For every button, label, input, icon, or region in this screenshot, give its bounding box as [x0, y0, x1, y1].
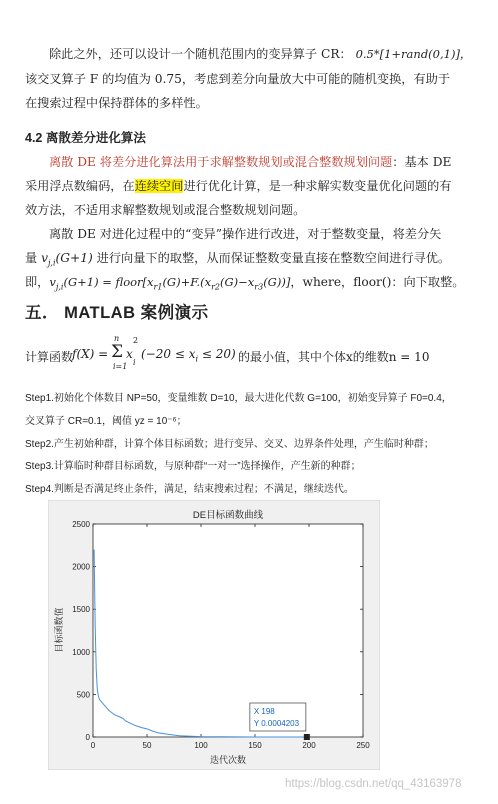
step4: Step4.判断是否满足终止条件，满足，结束搜索过程；不满足，继续迭代。	[25, 484, 354, 495]
para1-line3: 在搜索过程中保持群体的多样性。	[25, 96, 208, 110]
para2-line2	[25, 174, 452, 198]
x-tick-label: 50	[142, 741, 152, 750]
para3-line3-post: ，where，floor()：向下取整。	[290, 275, 465, 289]
para2-line2-pre: 采用浮点数编码，在	[25, 179, 135, 193]
datatip-y: Y 0.0004203	[253, 719, 300, 728]
x-tick-label: 0	[90, 741, 96, 750]
para3-line1: 离散 DE 对进化过程中的“变异”操作进行改进，对于整数变量，将差分矢	[49, 227, 442, 241]
objective-prefix: 计算函数	[25, 350, 74, 364]
datatip-marker[interactable]	[304, 734, 310, 740]
section-4-2-heading: 4.2 离散差分进化算法	[25, 131, 146, 145]
para2-line1-rest: ：基本 DE	[392, 155, 452, 169]
de-objective-chart	[48, 500, 380, 770]
para2-line2-post: 进行优化计算，是一种求解实数变量优化问题的有	[183, 179, 452, 193]
x-tick-label: 100	[194, 741, 208, 750]
chart-title: DE目标函数曲线	[192, 510, 264, 521]
y-tick-label: 500	[76, 690, 90, 700]
highlighted-term: 连续空间	[134, 179, 184, 193]
para2-line1	[49, 150, 451, 174]
para1-line2: 该交叉算子 F 的均值为 0.75，考虑到差分向量放大中可能的随机变换，有助于	[25, 72, 451, 86]
step3: Step3.计算临时种群目标函数，与原种群“一对一”选择操作，产生新的种群；	[25, 461, 361, 472]
step2: Step2.产生初始种群，计算个体目标函数；进行变异、交叉、边界条件处理，产生临时种群；	[25, 439, 434, 450]
y-tick-label: 0	[85, 733, 90, 742]
step1-line2: 交叉算子 CR=0.1，阈值 yz = 10⁻⁶；	[25, 416, 187, 427]
para1-line1	[49, 42, 471, 66]
x-tick-label: 250	[356, 741, 370, 750]
para3-line3-pre: 即，	[25, 275, 50, 289]
para2-red-text: 离散 DE 将差分进化算法用于求解整数规划或混合整数规划问题	[49, 155, 393, 169]
x-tick-label: 200	[302, 741, 316, 750]
x-tick-label: 150	[248, 741, 262, 750]
y-tick-label: 2500	[72, 520, 90, 529]
y-tick-label: 1500	[72, 605, 90, 615]
datatip-x: X 198	[253, 707, 275, 716]
chart-xlabel: 迭代次数	[209, 755, 247, 765]
step1-line1: Step1.初始化个体数目 NP=50，变量维数 D=10，最大进化代数 G=100，初始变异算子 F0=0.4，	[25, 393, 452, 404]
cr-formula: 0.5*[1+rand(0,1)]，	[355, 47, 472, 61]
section-5-heading: 五． MATLAB 案例演示	[25, 304, 209, 322]
para3-line3: 即，$v_{j,i}(G+1)$ = $floor[x_{r1}(G)+F.(x_{r2}(G)-x_{r3}(G))]$，where，floor()：向下取整。	[25, 275, 465, 292]
chart-ylabel: 目标函数值	[54, 607, 64, 653]
para3-line2: 量 $v_{j,i}(G+1)$ 进行向量下的取整，从而保证整数变量直接在整数空间进行寻优。	[25, 251, 451, 268]
watermark: https://blog.csdn.net/qq_43163978	[285, 778, 462, 790]
y-tick-label: 2000	[72, 562, 90, 572]
para1-line1-text: 除此之外，还可以设计一个随机范围内的变异算子 CR：	[49, 47, 352, 61]
objective-suffix: 的最小值，其中个体x的维数n = 10	[238, 350, 430, 364]
para2-line3: 效方法，不适用求解整数规划或混合整数规划问题。	[25, 203, 306, 217]
chart-plot-area	[93, 524, 363, 737]
para3-line2-text: 进行向量下的取整，从而保证整数变量直接在整数空间进行寻优。	[92, 251, 451, 265]
y-tick-label: 1000	[72, 647, 90, 657]
